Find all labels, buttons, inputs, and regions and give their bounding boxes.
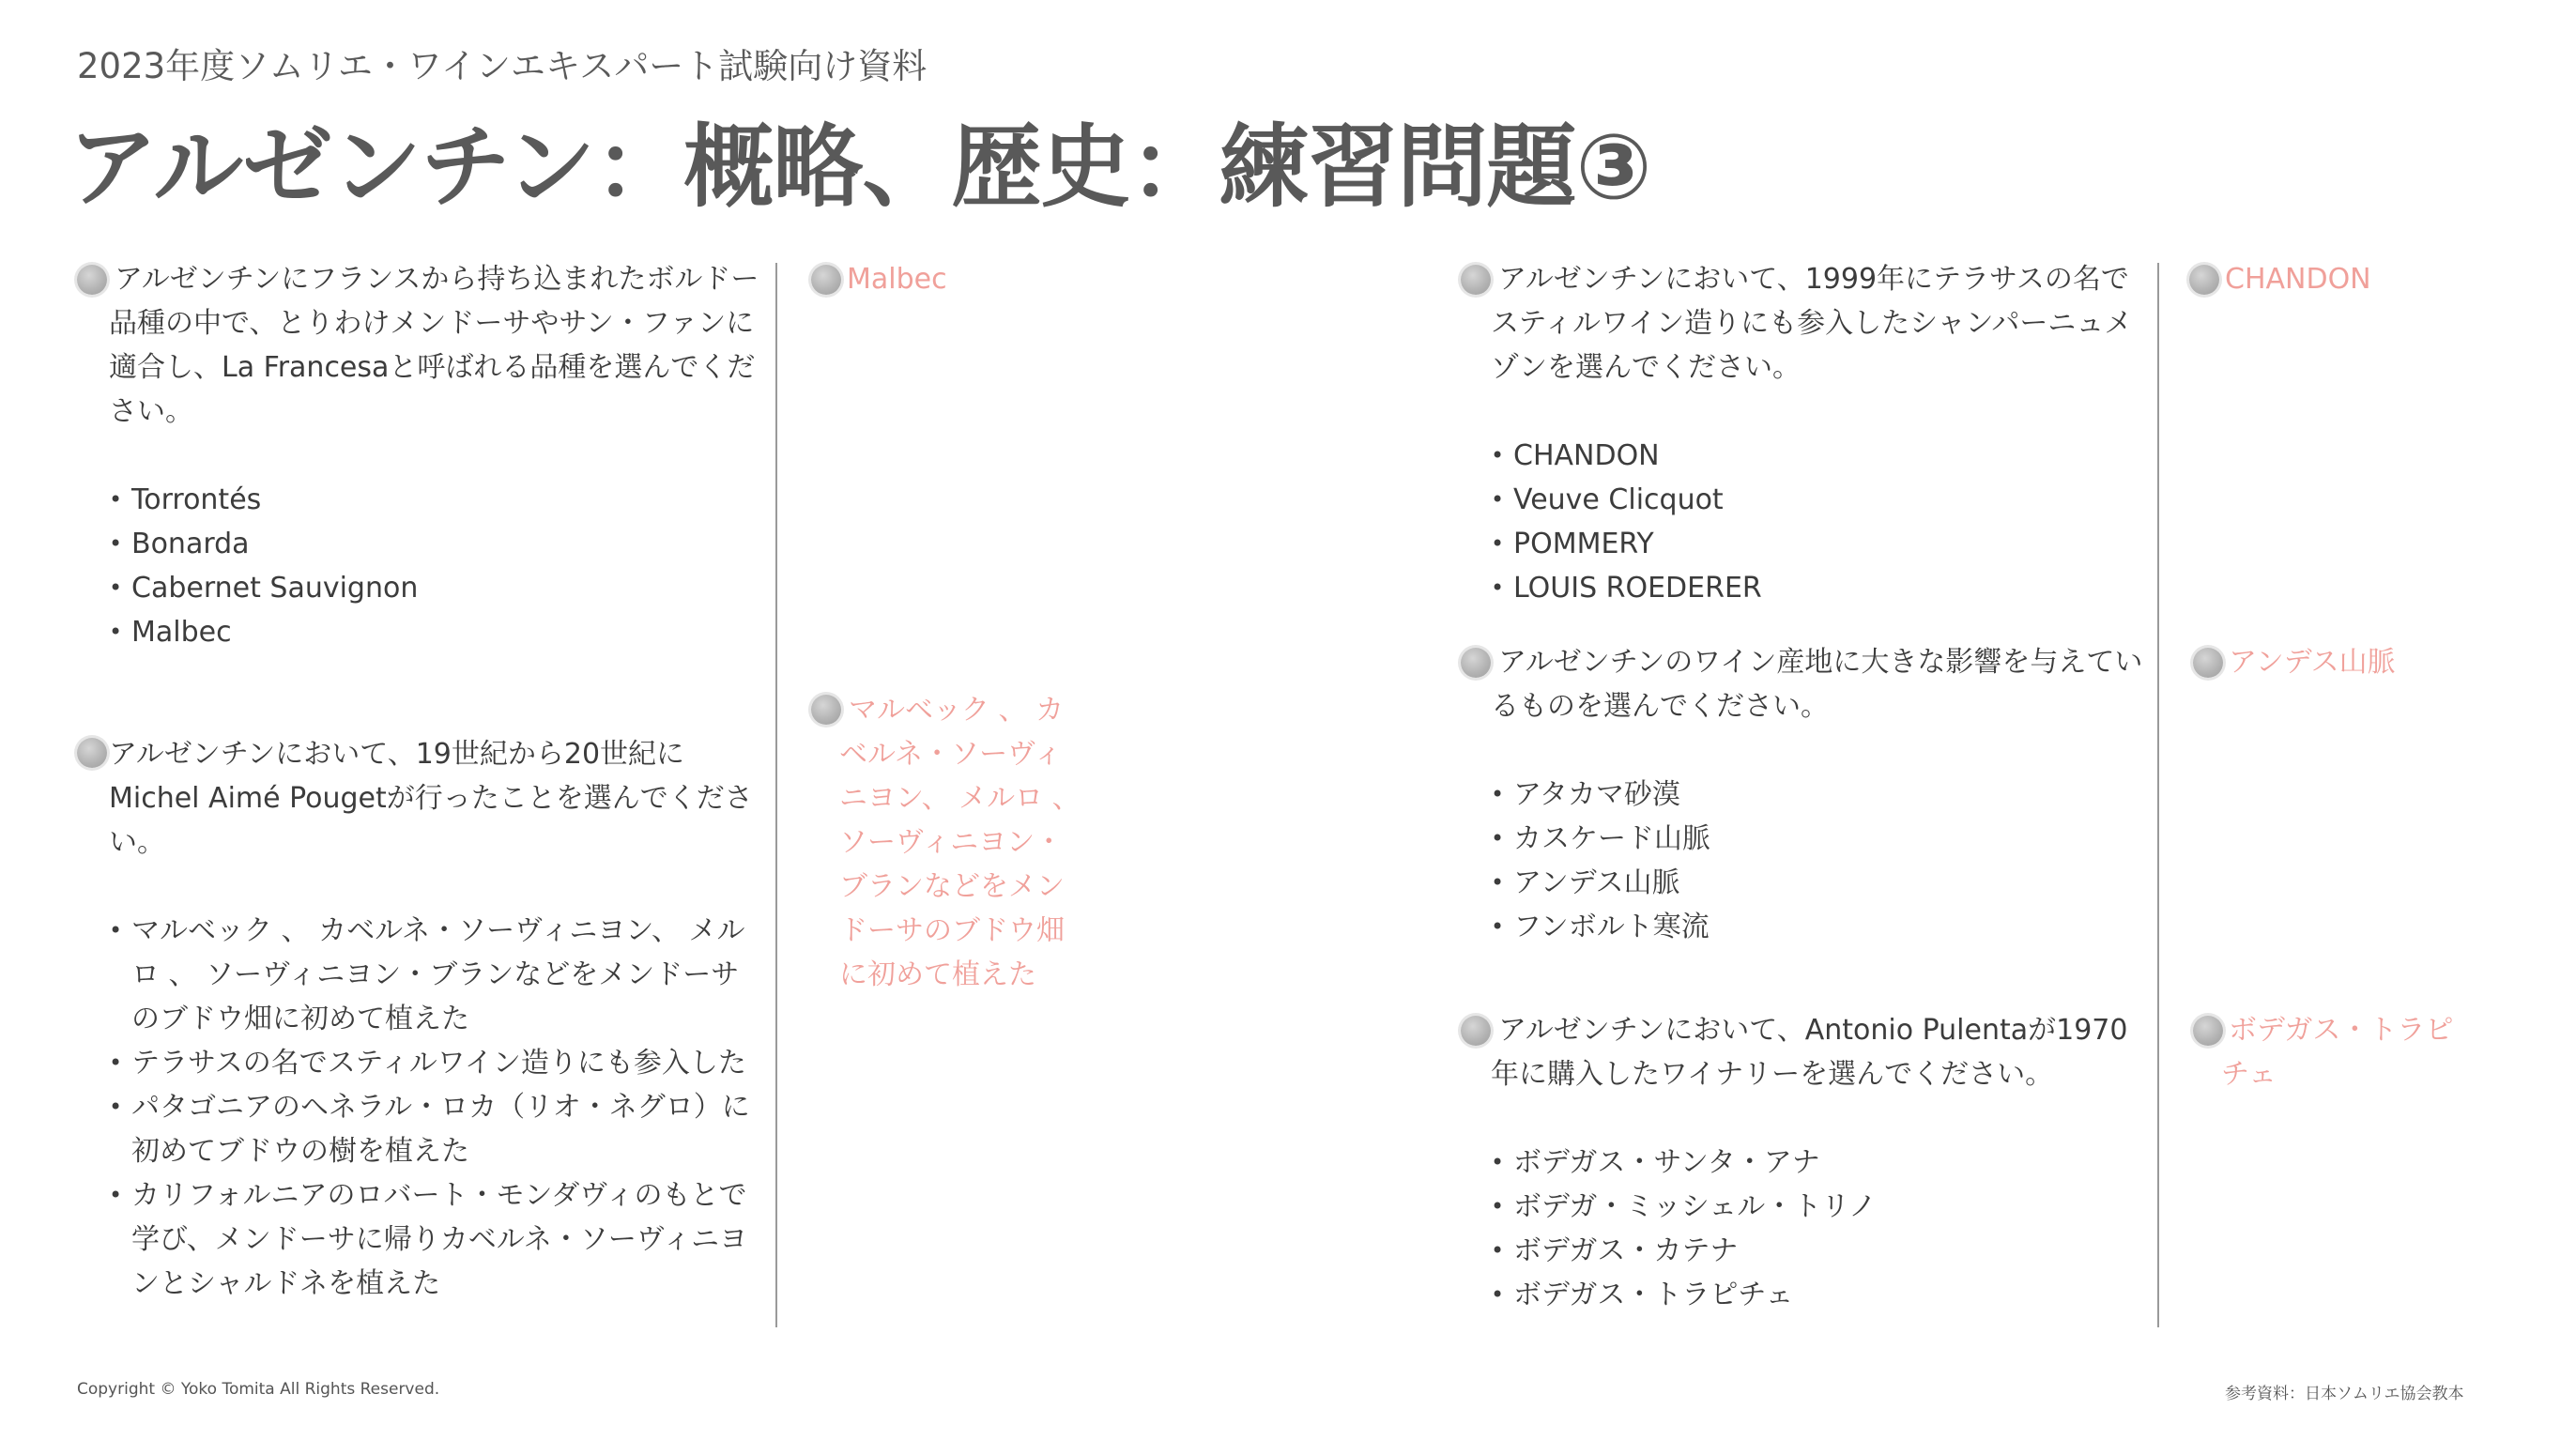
option-item: • ボデガス・カテナ — [1491, 1229, 2148, 1273]
option-item: • カスケード山脈 — [1491, 817, 2148, 861]
answer-1-bullet-icon — [811, 265, 841, 295]
option-item: • テラサスの名でスティルワイン造りにも参入した — [109, 1041, 766, 1085]
option-item: • Bonarda — [109, 522, 766, 566]
option-item: • ボデガス・トラピチェ — [1491, 1273, 2148, 1317]
reference-note: 参考資料：日本ソムリエ協会教本 — [2225, 1385, 2464, 1403]
option-item: • カリフォルニアのロバート・モンダヴィのもとで学び、メンドーサに帰りカベルネ・ソーヴィニヨンとシャルドネを植えた — [109, 1173, 766, 1306]
question-5-bullet-icon — [1461, 1016, 1491, 1046]
option-item: • アンデス山脈 — [1491, 861, 2148, 905]
question-1-text: アルゼンチンにフランスから持ち込まれたボルドー品種の中で、とりわけメンドーサやサン・ファンに適合し、La Francesaと呼ばれる品種を選んでください。 — [109, 263, 759, 428]
question-1-options — [109, 478, 766, 654]
copyright: Copyright © Yoko Tomita All Rights Reserved. — [77, 1380, 440, 1399]
answer-3-bullet-icon — [2189, 265, 2219, 295]
question-3-text: アルゼンチンにおいて、1999年にテラサスの名でスティルワイン造りにも参入したシャンパーニュメゾンを選んでください。 — [1491, 263, 2133, 384]
question-2-bullet-icon — [77, 738, 107, 768]
question-1 — [109, 257, 766, 654]
question-5-options — [1491, 1141, 2148, 1317]
answer-5-bullet-icon — [2193, 1016, 2223, 1046]
answer-2: マルベック 、 カベルネ・ソーヴィニヨン、 メルロ 、 ソーヴィニヨン・ブランなどをメンドーサのブドウ畑に初めて植えた — [839, 694, 1081, 991]
answer-3: CHANDON — [2225, 263, 2371, 296]
question-2-text: アルゼンチンにおいて、19世紀から20世紀にMichel Aimé Pougetが行ったことを選んでください。 — [109, 738, 753, 859]
answer-4: アンデス山脈 — [2229, 646, 2396, 679]
question-4-bullet-icon — [1461, 648, 1491, 678]
option-item: • LOUIS ROEDERER — [1491, 566, 2148, 610]
option-item: • アタカマ砂漠 — [1491, 773, 2148, 817]
question-5-text: アルゼンチンにおいて、Antonio Pulentaが1970年に購入したワイナリーを選んでください。 — [1491, 1014, 2128, 1091]
question-4 — [1491, 640, 2148, 949]
option-item: • フンボルト寒流 — [1491, 905, 2148, 949]
option-item: • POMMERY — [1491, 522, 2148, 566]
answer-4-bullet-icon — [2193, 648, 2223, 678]
option-item: • マルベック 、 カベルネ・ソーヴィニヨン、 メルロ 、 ソーヴィニヨン・ブランなどをメンドーサのブドウ畑に初めて植えた — [109, 909, 766, 1041]
question-3 — [1491, 257, 2148, 610]
option-item: • Veuve Clicquot — [1491, 478, 2148, 522]
question-4-options — [1491, 773, 2148, 949]
question-3-bullet-icon — [1461, 265, 1491, 295]
question-5 — [1491, 1008, 2148, 1317]
option-item: • Malbec — [109, 610, 766, 654]
option-item: • パタゴニアのヘネラル・ロカ（リオ・ネグロ）に初めてブドウの樹を植えた — [109, 1085, 766, 1173]
question-1-bullet-icon — [77, 265, 107, 295]
question-2 — [109, 732, 766, 1306]
option-item: • ボデガ・ミッシェル・トリノ — [1491, 1185, 2148, 1229]
divider-right — [2157, 263, 2159, 1327]
question-3-options — [1491, 434, 2148, 610]
answer-5: ボデガス・トラピチェ — [2221, 1014, 2454, 1091]
answer-2-bullet-icon — [811, 695, 841, 725]
divider-left — [775, 263, 777, 1327]
answer-1: Malbec — [847, 263, 947, 296]
option-item: • Cabernet Sauvignon — [109, 566, 766, 610]
question-4-text: アルゼンチンのワイン産地に大きな影響を与えているものを選んでください。 — [1491, 646, 2143, 723]
subtitle: 2023年度ソムリエ・ワインエキスパート試験向け資料 — [77, 46, 928, 86]
option-item: • CHANDON — [1491, 434, 2148, 478]
option-item: • ボデガス・サンタ・アナ — [1491, 1141, 2148, 1185]
option-item: • Torrontés — [109, 478, 766, 522]
question-2-options — [109, 909, 766, 1306]
page-title: アルゼンチン：概略、歴史：練習問題③ — [68, 115, 1651, 220]
